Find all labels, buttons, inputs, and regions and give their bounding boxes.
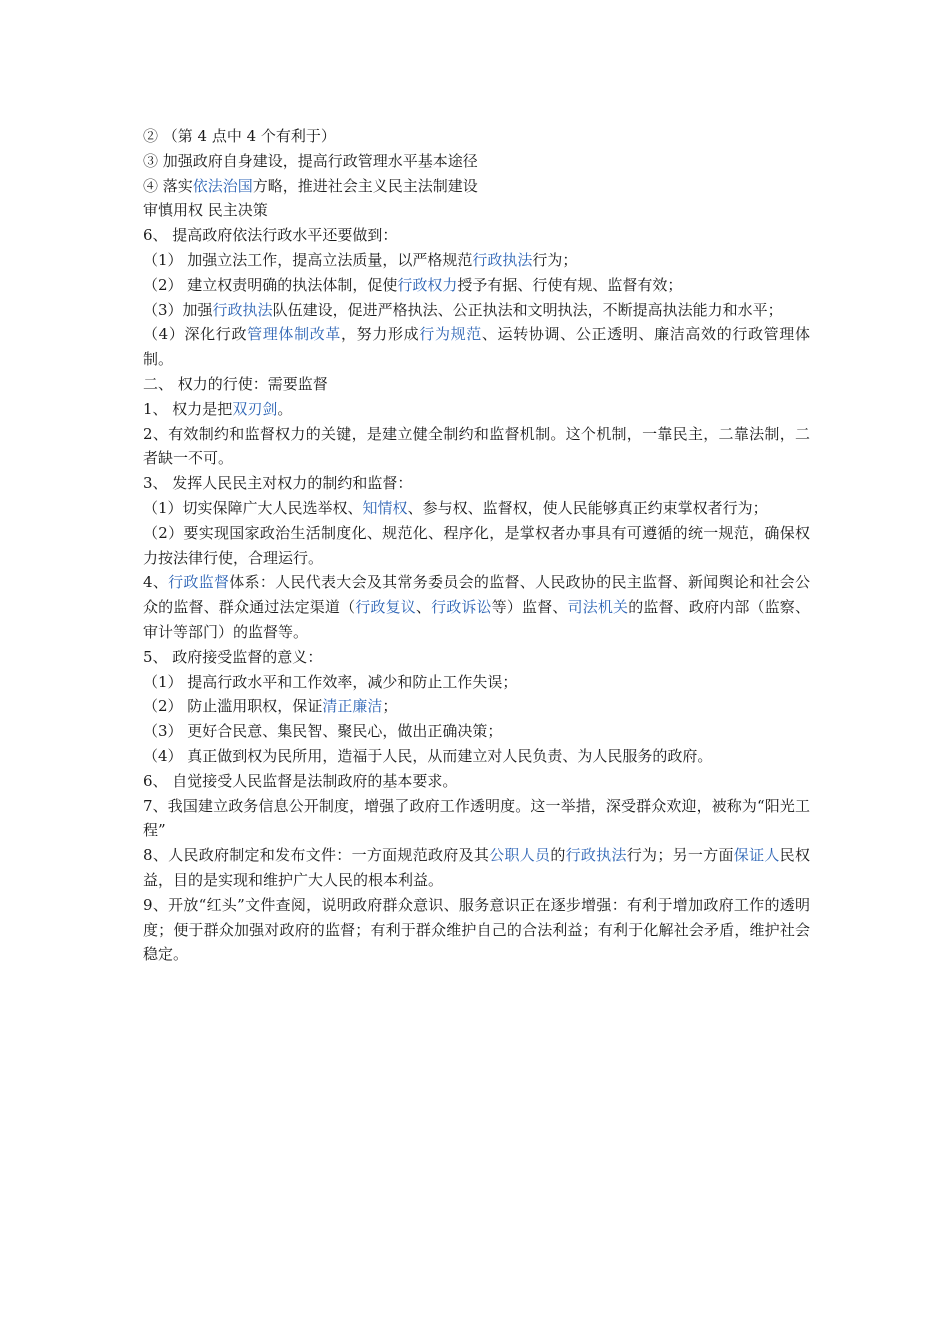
- paragraph-text: 、运转协调、公正透明、廉洁高效的行政管理体制。: [143, 325, 810, 369]
- paragraph-text: ；: [382, 697, 398, 716]
- paragraph-text: 4、: [143, 573, 169, 592]
- hyperlink[interactable]: 行政执法: [565, 846, 627, 865]
- paragraph-text: 、: [415, 598, 432, 617]
- paragraph: [143, 744, 810, 769]
- hyperlink[interactable]: 保证: [733, 846, 765, 865]
- paragraph-text: 的监督、政府内部（监察、审计等部门）的监督等。: [143, 598, 810, 641]
- paragraph-text: 授予有据、行使有规、监督有效；: [457, 275, 683, 294]
- paragraph-text: （2）要实现国家政治生活制度化、规范化、程序化，是掌权者办事具有可遵循的统一规范，确保权力按法律行使，合理运行。: [143, 523, 810, 567]
- hyperlink[interactable]: 人: [764, 846, 780, 865]
- paragraph-text: 方略，推进社会主义民主法制建设: [252, 176, 478, 195]
- paragraph-text: （1） 加强立法工作，提高立法质量，以严格规范: [143, 250, 473, 269]
- paragraph: [143, 719, 810, 744]
- hyperlink[interactable]: 司法机关: [567, 598, 629, 617]
- paragraph: [143, 794, 810, 844]
- paragraph: [143, 248, 810, 273]
- paragraph-text: 行为；另一方面: [626, 846, 734, 865]
- paragraph: [143, 397, 810, 422]
- hyperlink[interactable]: 行政权力: [397, 275, 458, 294]
- paragraph: [143, 843, 810, 893]
- paragraph-text: （2） 建立权责明确的执法体制，促使: [143, 275, 398, 294]
- paragraph-text: 1、 权力是把: [143, 399, 233, 418]
- paragraph: [143, 893, 810, 967]
- paragraph-text: 队伍建设，促进严格执法、公正执法和文明执法，不断提高执法能力和水平；: [272, 300, 783, 319]
- hyperlink[interactable]: 公职人员: [489, 846, 551, 865]
- hyperlink[interactable]: 知情权: [362, 498, 408, 517]
- paragraph-text: （4） 真正做到权为民所用，造福于人民，从而建立对人民负责、为人民服务的政府。: [143, 746, 713, 765]
- paragraph: [143, 273, 810, 298]
- paragraph-text: 的: [550, 846, 566, 865]
- paragraph-text: 审慎用权 民主决策: [143, 201, 268, 220]
- paragraph: [143, 521, 810, 571]
- paragraph-text: ④ 落实: [143, 176, 193, 195]
- paragraph-text: 等）监督、: [491, 598, 568, 617]
- paragraph: [143, 174, 810, 199]
- paragraph: [143, 124, 810, 149]
- paragraph-text: 8、人民政府制定和发布文件：一方面规范政府及其: [143, 846, 490, 865]
- hyperlink[interactable]: 行政监督: [168, 573, 230, 592]
- paragraph: [143, 298, 810, 323]
- paragraph-text: 5、 政府接受监督的意义：: [143, 647, 323, 666]
- paragraph-text: 7、我国建立政务信息公开制度，增强了政府工作透明度。这一举措，深受群众欢迎，被称为“阳光工程”: [143, 796, 810, 840]
- hyperlink[interactable]: 行政复议: [355, 598, 416, 617]
- paragraph: [143, 645, 810, 670]
- hyperlink[interactable]: 行政执法: [472, 250, 533, 269]
- document-page: [143, 124, 810, 967]
- paragraph-text: （3）加强: [143, 300, 213, 319]
- hyperlink[interactable]: 管理体制改革: [247, 325, 342, 344]
- paragraph: [143, 670, 810, 695]
- paragraph-text: 3、 发挥人民民主对权力的制约和监督：: [143, 474, 413, 493]
- paragraph-text: （1） 提高行政水平和工作效率，减少和防止工作失误；: [143, 672, 518, 691]
- paragraph-text: 。: [277, 399, 293, 418]
- hyperlink[interactable]: 依法治国: [192, 176, 253, 195]
- paragraph: [143, 223, 810, 248]
- hyperlink[interactable]: 行为规范: [419, 325, 482, 344]
- paragraph: [143, 769, 810, 794]
- paragraph-text: 6、 提高政府依法行政水平还要做到：: [143, 226, 398, 245]
- paragraph-text: ，努力形成: [341, 325, 420, 344]
- paragraph-text: 6、 自觉接受人民监督是法制政府的基本要求。: [143, 771, 458, 790]
- paragraph-text: 行为；: [532, 250, 578, 269]
- paragraph-text: 2、有效制约和监督权力的关键，是建立健全制约和监督机制。这个机制，一靠民主，二靠法制，二者缺一不可。: [143, 424, 810, 468]
- hyperlink[interactable]: 行政诉讼: [431, 598, 492, 617]
- paragraph-text: （1）切实保障广大人民选举权、: [143, 498, 363, 517]
- paragraph: [143, 422, 810, 472]
- hyperlink[interactable]: 双刃剑: [232, 399, 278, 418]
- paragraph: [143, 198, 810, 223]
- hyperlink[interactable]: 行政执法: [212, 300, 273, 319]
- paragraph: [143, 694, 810, 719]
- paragraph-text: 、参与权、监督权，使人民能够真正约束掌权者行为；: [407, 498, 768, 517]
- paragraph: [143, 570, 810, 644]
- paragraph-text: 二、 权力的行使：需要监督: [143, 374, 328, 393]
- paragraph-text: （4）深化行政: [143, 325, 248, 344]
- paragraph: [143, 372, 810, 397]
- paragraph-text: 9、开放“红头”文件查阅，说明政府群众意识、服务意识正在逐步增强：有利于增加政府工作的透明度；便于群众加强对政府的监督；有利于群众维护自己的合法利益；有利于化解社会矛盾，维护社会稳定。: [143, 895, 810, 964]
- paragraph-text: （3） 更好合民意、集民智、聚民心，做出正确决策；: [143, 722, 503, 741]
- hyperlink[interactable]: 清正廉洁: [322, 697, 383, 716]
- paragraph-text: 体系：人民代表大会及其常务委员会的监督、人民政协的民主监督、新闻舆论和社会公众的监督、群众通过法定渠道（: [143, 573, 810, 617]
- paragraph-text: （2） 防止滥用职权，保证: [143, 697, 323, 716]
- paragraph: [143, 322, 810, 372]
- paragraph: [143, 149, 810, 174]
- paragraph-text: ② （第 4 点中 4 个有利于）: [143, 127, 336, 145]
- paragraph-text: 民权益，目的是实现和维护广大人民的根本利益。: [143, 846, 810, 889]
- paragraph-text: ③ 加强政府自身建设，提高行政管理水平基本途径: [143, 151, 478, 170]
- paragraph: [143, 496, 810, 521]
- paragraph: [143, 471, 810, 496]
